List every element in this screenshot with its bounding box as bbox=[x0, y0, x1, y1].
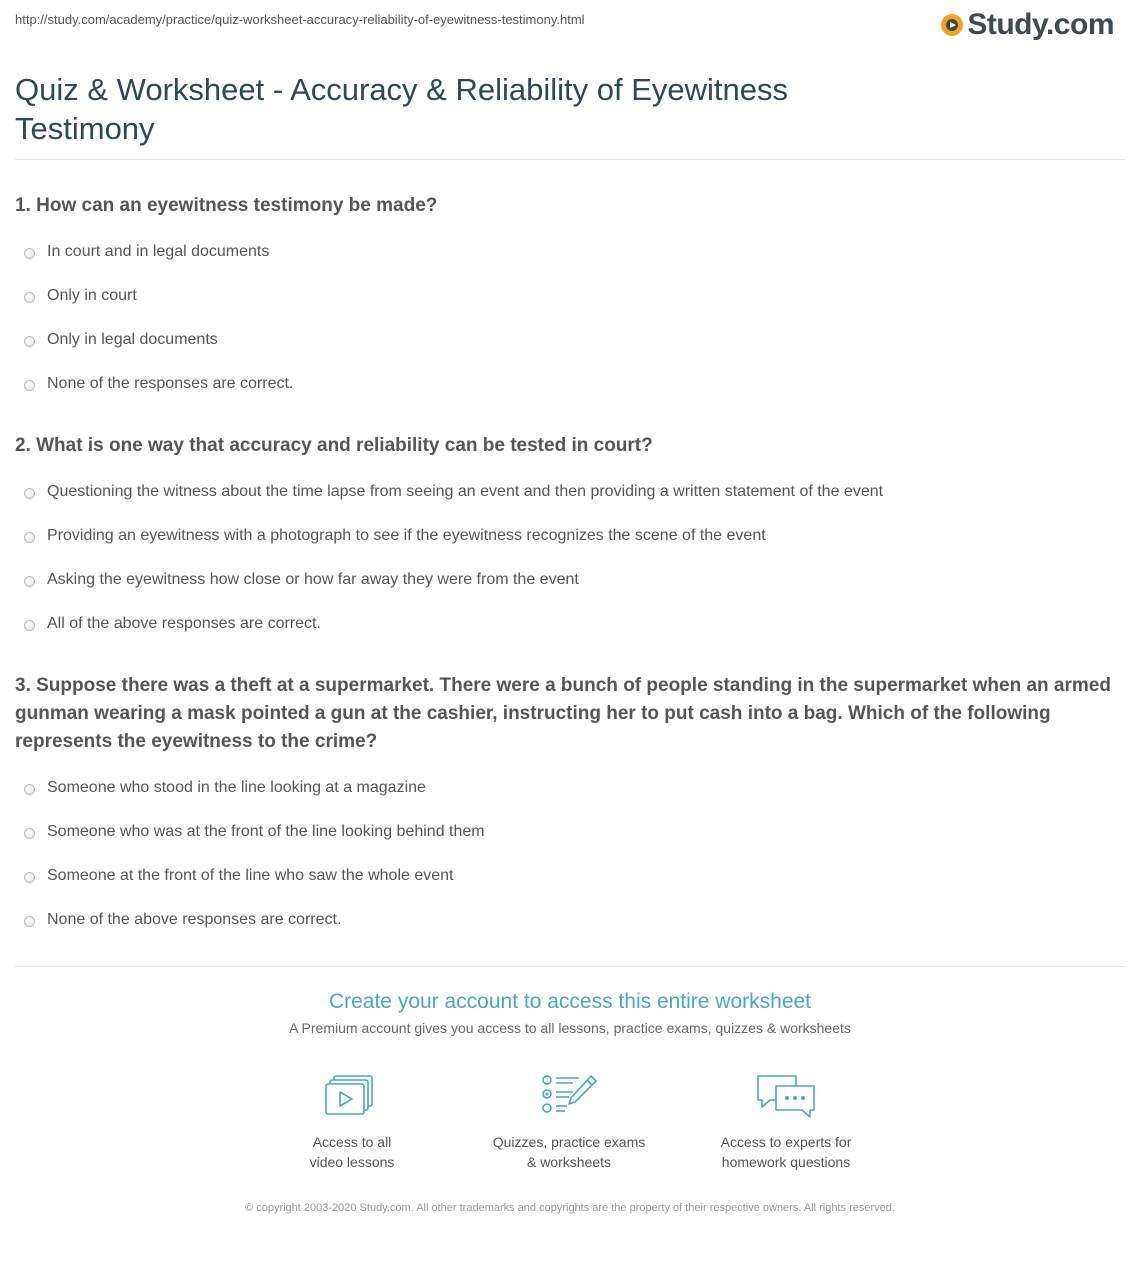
radio-button[interactable] bbox=[24, 488, 35, 499]
feature-label: Access to experts for homework questions bbox=[720, 1134, 852, 1170]
logo-text: Study.com bbox=[967, 8, 1114, 41]
radio-button[interactable] bbox=[24, 872, 35, 883]
radio-button[interactable] bbox=[24, 532, 35, 543]
divider bbox=[15, 966, 1125, 967]
video-lessons-icon bbox=[324, 1072, 380, 1120]
answer-label: In court and in legal documents bbox=[47, 243, 270, 260]
answer-list bbox=[15, 475, 1125, 651]
answer-option[interactable] bbox=[15, 323, 1125, 367]
answer-label: All of the above responses are correct. bbox=[47, 615, 321, 632]
answer-option[interactable] bbox=[15, 563, 1125, 607]
answer-option[interactable] bbox=[15, 367, 1125, 411]
radio-button[interactable] bbox=[24, 916, 35, 927]
answer-option[interactable] bbox=[15, 815, 1125, 859]
answer-option[interactable] bbox=[15, 519, 1125, 563]
answer-option[interactable] bbox=[15, 279, 1125, 323]
answer-label: Someone who stood in the line looking at a magazine bbox=[47, 779, 426, 796]
radio-button[interactable] bbox=[24, 620, 35, 631]
radio-button[interactable] bbox=[24, 248, 35, 259]
answer-option[interactable] bbox=[15, 859, 1125, 903]
question-3 bbox=[15, 672, 1125, 947]
feature-experts bbox=[696, 1072, 876, 1172]
cta-title-link[interactable]: Create your account to access this entire worksheet bbox=[328, 990, 812, 1013]
answer-label: Asking the eyewitness how close or how far away they were from the event bbox=[47, 571, 579, 588]
answer-option[interactable] bbox=[15, 607, 1125, 651]
radio-button[interactable] bbox=[24, 336, 35, 347]
answer-list bbox=[15, 235, 1125, 411]
feature-quizzes bbox=[479, 1072, 659, 1172]
question-2 bbox=[15, 432, 1125, 651]
radio-button[interactable] bbox=[24, 380, 35, 391]
chat-bubbles-icon bbox=[754, 1072, 818, 1120]
radio-button[interactable] bbox=[24, 576, 35, 587]
question-text: 2. What is one way that accuracy and reliability can be tested in court? bbox=[15, 435, 653, 456]
answer-label: Providing an eyewitness with a photograph to see if the eyewitness recognizes the scene of the event bbox=[47, 527, 766, 544]
feature-label: Access to all video lessons bbox=[309, 1134, 395, 1170]
question-text: 1. How can an eyewitness testimony be made? bbox=[15, 195, 438, 216]
cta-subtitle: A Premium account gives you access to all lessons, practice exams, quizzes & worksheets bbox=[289, 1020, 851, 1036]
question-text: 3. Suppose there was a theft at a supermarket. There were a bunch of people standing in the supermarket when an armed gunman wearing a mask pointed a gun at the cashier, instructing her to put cash into a bag. Which of the following represents the eyewitness to the crime? bbox=[15, 675, 1111, 752]
radio-button[interactable] bbox=[24, 828, 35, 839]
answer-list bbox=[15, 771, 1125, 947]
question-1 bbox=[15, 192, 1125, 411]
play-circle-icon bbox=[941, 14, 963, 36]
answer-label: Someone at the front of the line who saw the whole event bbox=[47, 867, 454, 884]
answer-label: None of the responses are correct. bbox=[47, 375, 294, 392]
answer-option[interactable] bbox=[15, 475, 1125, 519]
answer-option[interactable] bbox=[15, 771, 1125, 815]
feature-video-lessons bbox=[262, 1072, 442, 1172]
copyright-notice: © copyright 2003-2020 Study.com. All other trademarks and copyrights are the property of their respective owners. All rights reserved. bbox=[245, 1202, 895, 1214]
radio-button[interactable] bbox=[24, 784, 35, 795]
feature-label: Quizzes, practice exams & worksheets bbox=[492, 1134, 646, 1170]
answer-option[interactable] bbox=[15, 235, 1125, 279]
page-title: Quiz & Worksheet - Accuracy & Reliability of Eyewitness Testimony bbox=[15, 72, 788, 146]
quiz-checklist-icon bbox=[539, 1072, 599, 1120]
radio-button[interactable] bbox=[24, 292, 35, 303]
page-url: http://study.com/academy/practice/quiz-worksheet-accuracy-reliability-of-eyewitness-testimony.html bbox=[15, 12, 585, 27]
top-bar bbox=[0, 0, 1140, 52]
answer-label: None of the above responses are correct. bbox=[47, 911, 342, 928]
answer-label: Someone who was at the front of the line looking behind them bbox=[47, 823, 485, 840]
study-logo[interactable] bbox=[941, 8, 1114, 42]
divider bbox=[15, 159, 1125, 160]
answer-label: Only in court bbox=[47, 287, 137, 304]
answer-option[interactable] bbox=[15, 903, 1125, 947]
answer-label: Only in legal documents bbox=[47, 331, 218, 348]
answer-label: Questioning the witness about the time lapse from seeing an event and then providing a written statement of the event bbox=[47, 483, 884, 500]
